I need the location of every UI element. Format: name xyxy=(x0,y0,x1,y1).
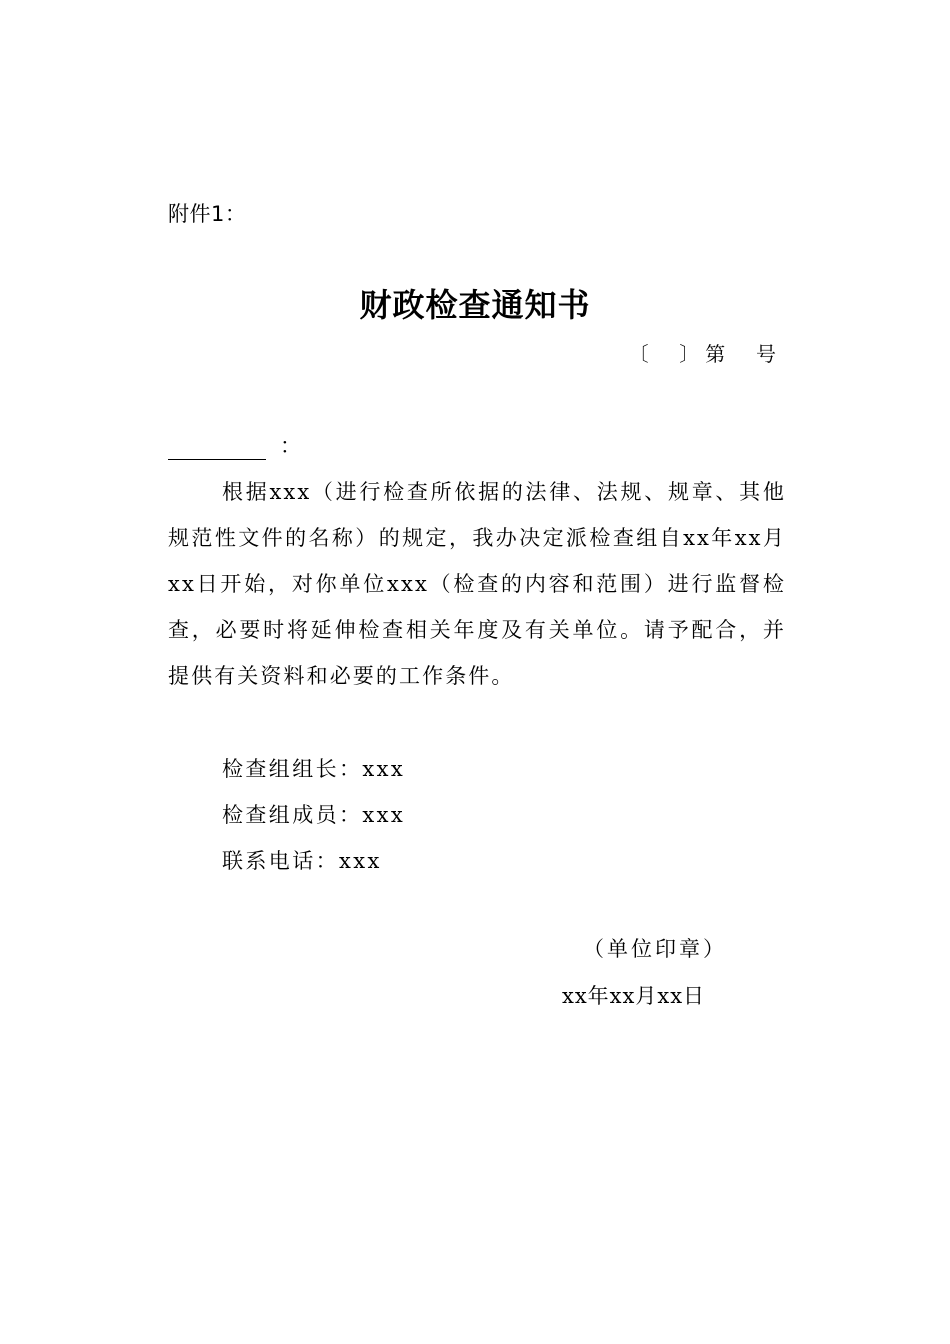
inspection-team-info xyxy=(222,746,405,884)
attachment-label: 附件1： xyxy=(168,202,247,226)
unit-seal-placeholder: （单位印章） xyxy=(583,937,727,961)
document-number: 〔 〕第 号 xyxy=(628,342,782,366)
team-leader-line: 检查组组长：xxx xyxy=(222,757,406,781)
recipient-blank-underline xyxy=(168,437,266,460)
contact-phone-line: 联系电话：xxx xyxy=(222,849,382,873)
document-title: 财政检查通知书 xyxy=(359,286,591,324)
notice-body-paragraph: 根据xxx（进行检查所依据的法律、法规、规章、其他规范性文件的名称）的规定，我办决定派检查组自xx年xx月xx日开始，对你单位xxx（检查的内容和范围）进行监督检查，必要时将延伸检查相关年度及有关单位。请予配合，并提供有关资料和必要的工作条件。 xyxy=(168,480,786,688)
recipient-line xyxy=(168,430,301,460)
recipient-colon: ： xyxy=(280,434,301,458)
issue-date: xx年xx月xx日 xyxy=(562,984,706,1008)
team-members-line: 检查组成员：xxx xyxy=(222,803,406,827)
